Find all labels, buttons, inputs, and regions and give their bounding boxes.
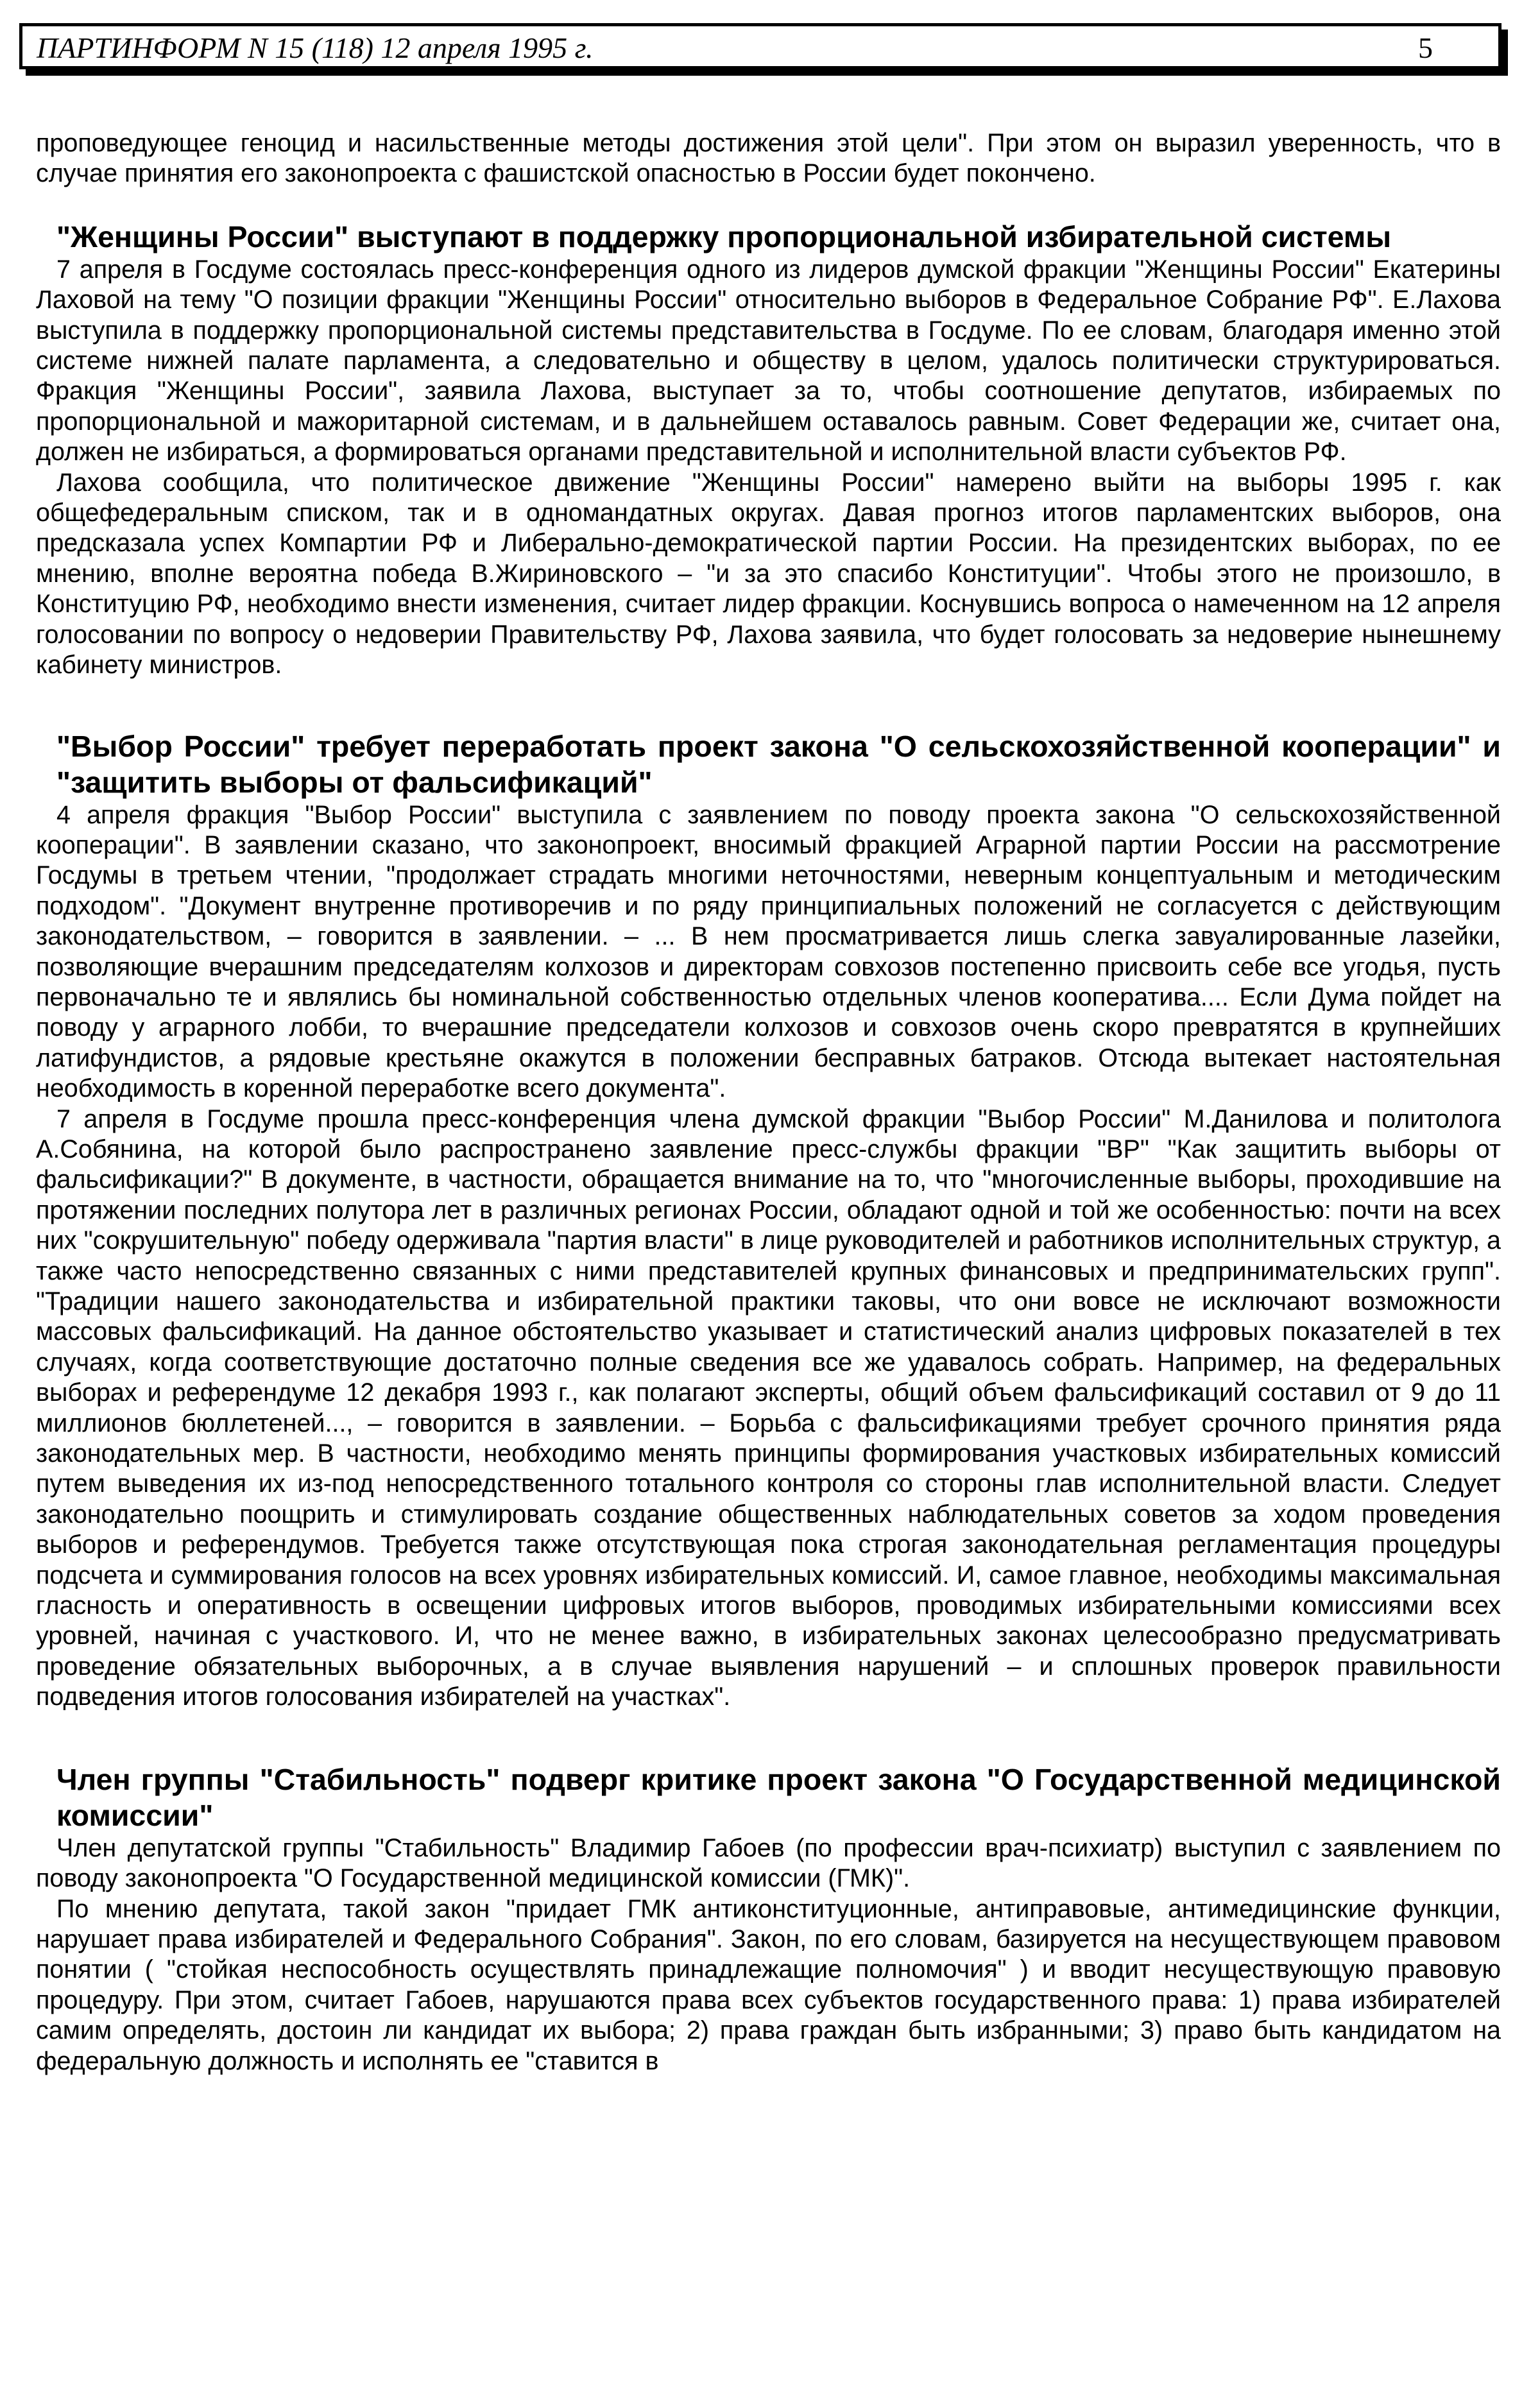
article-2-paragraph-1: 4 апреля фракция "Выбор России" выступила с заявлением по поводу проекта закона "О сельскохозяйственной кооперации". В заявлении сказано, что законопроект, вносимый фракцией Аграрной партии России на рассмотрение Госдумы в третьем чтении, "продолжает страдать многими неточностями, неверным концептуальным и методическим подходом". "Документ внутренне противоречив и по ряду принципиальных положений не согласуется с действующим законодательством, – говорится в заявлении. – ... В нем просматривается лишь слегка завуалированные лазейки, позволяющие вчерашним председателям колхозов и директорам совхозов постепенно присвоить себе все угодья, пусть первоначально те и являлись бы номинальной собственностью отдельных членов кооператива.... Если Дума пойдет на поводу у аграрного лобби, то вчерашние председатели колхозов и совхозов очень скоро превратятся в крупнейших латифундистов, а рядовые крестьяне окажутся в положении бесправных батраков. Отсюда вытекает настоятельная необходимость в коренной переработке всего документа".	[36, 800, 1501, 1103]
article-3-paragraph-2: По мнению депутата, такой закон "придает ГМК антиконституционные, антиправовые, антимедицинские функции, нарушает права избирателей и Федерального Собрания". Закон, по его словам, базируется на несуществующем правовом понятии ( "стойкая неспособность осуществлять принадлежащие полномочия" ) и вводит несуществующую правовую процедуру. При этом, считает Габоев, нарушаются права всех субъектов государственного права: 1) права избирателей самим определять, достоин ли кандидат их выбора; 2) права граждан быть избранными; 3) право быть кандидатом на федеральную должность и исполнять ее "ставится в	[36, 1894, 1501, 2075]
article-2-paragraph-2: 7 апреля в Госдуме прошла пресс-конференция члена думской фракции "Выбор России" М.Данилова и политолога А.Собянина, на которой было распространено заявление пресс-службы фракции "ВР" "Как защитить выборы от фальсификации?" В документе, в частности, обращается внимание на то, что "многочисленные выборы, проходившие на протяжении последних полутора лет в различных регионах России, обладают одной и той же особенностью: почти на всех них "сокрушительную" победу одерживала "партия власти" в лице руководителей и работников исполнительных структур, а также часто непосредственно связанных с ними представителей крупных финансовых и предпринимательских групп". "Традиции нашего законодательства и избирательной практики таковы, что они вовсе не исключают возможности массовых фальсификаций. На данное обстоятельство указывает и статистический анализ цифровых показателей в тех случаях, когда соответствующие достаточно полные сведения все же удавалось собрать. Например, на федеральных выборах и референдуме 12 декабря 1993 г., как полагают эксперты, общий объем фальсификаций составил от 9 до 11 миллионов бюллетеней..., – говорится в заявлении. – Борьба с фальсификациями требует срочного принятия ряда законодательных мер. В частности, необходимо менять принципы формирования участковых избирательных комиссий путем выведения их из-под непосредственного тотального контроля со стороны глав исполнительной власти. Следует законодательно поощрить и стимулировать создание общественных наблюдательных советов за ходом проведения выборов и референдумов. Требуется также отсутствующая пока строгая законодательная регламентация процедуры подсчета и суммирования голосов на всех уровнях избирательных комиссий. И, самое главное, необходимы максимальная гласность и оперативность в освещении цифровых итогов выборов, проводимых избирательными комиссиями всех уровней, начиная с участкового. И, что не менее важно, в избирательных законах целесообразно предусматривать проведение обязательных выборочных, а в случае выявления нарушений – и сплошных проверок правильности подведения итогов голосования избирателей на участках".	[36, 1104, 1501, 1711]
article-1-title: "Женщины России" выступают в поддержку пропорциональной избирательной системы	[56, 219, 1392, 253]
publication-title: ПАРТИНФОРМ N 15 (118) 12 апреля 1995 г.	[37, 31, 594, 64]
article-3-paragraph-1: Член депутатской группы "Стабильность" Владимир Габоев (по профессии врач-психиатр) выступил с заявлением по поводу законопроекта "О Государственной медицинской комиссии (ГМК)".	[36, 1833, 1501, 1893]
page-content	[36, 128, 1501, 2077]
intro-paragraph: проповедующее геноцид и насильственные методы достижения этой цели". При этом он выразил уверенность, что в случае принятия его законопроекта с фашистской опасностью в России будет покончено.	[36, 129, 1501, 188]
article-1-paragraph-2: Лахова сообщила, что политическое движение "Женщины России" намерено выйти на выборы 1995 г. как общефедеральным списком, так и в одномандатных округах. Давая прогноз итогов парламентских выборов, она предсказала успех Компартии РФ и Либерально-демократической партии России. На президентских выборах, по ее мнению, вполне вероятна победа В.Жириновского – "и за это спасибо Конституции". Чтобы этого не произошло, в Конституцию РФ, необходимо внести изменения, считает лидер фракции. Коснувшись вопроса о намеченном на 12 апреля голосовании по вопросу о недоверии Правительству РФ, Лахова заявила, что будет голосовать за недоверие нынешнему кабинету министров.	[36, 468, 1501, 680]
article-2-title: "Выбор России" требует переработать проект закона "О сельскохозяйственной кооперации" и "защитить выборы от фальсификаций"	[56, 729, 1501, 799]
page-header	[19, 23, 1502, 69]
article-1-paragraph-1: 7 апреля в Госдуме состоялась пресс-конференция одного из лидеров думской фракции "Женщины России" Екатерины Лаховой на тему "О позиции фракции "Женщины России" относительно выборов в Федеральное Собрание РФ". Е.Лахова выступила в поддержку пропорциональной системы представительства в Госдуме. По ее словам, благодаря именно этой системе нижней палате парламента, а следовательно и обществу в целом, удалось политически структурироваться. Фракция "Женщины России", заявила Лахова, выступает за то, чтобы соотношение депутатов, избираемых по пропорциональной и мажоритарной системам, и в дальнейшем оставалось равным. Совет Федерации же, считает она, должен не избираться, а формироваться органами представительной и исполнительной власти субъектов РФ.	[36, 255, 1501, 467]
page-number: 5	[1418, 31, 1433, 64]
article-3-title: Член группы "Стабильность" подверг критике проект закона "О Государственной медицинской комиссии"	[56, 1762, 1501, 1832]
